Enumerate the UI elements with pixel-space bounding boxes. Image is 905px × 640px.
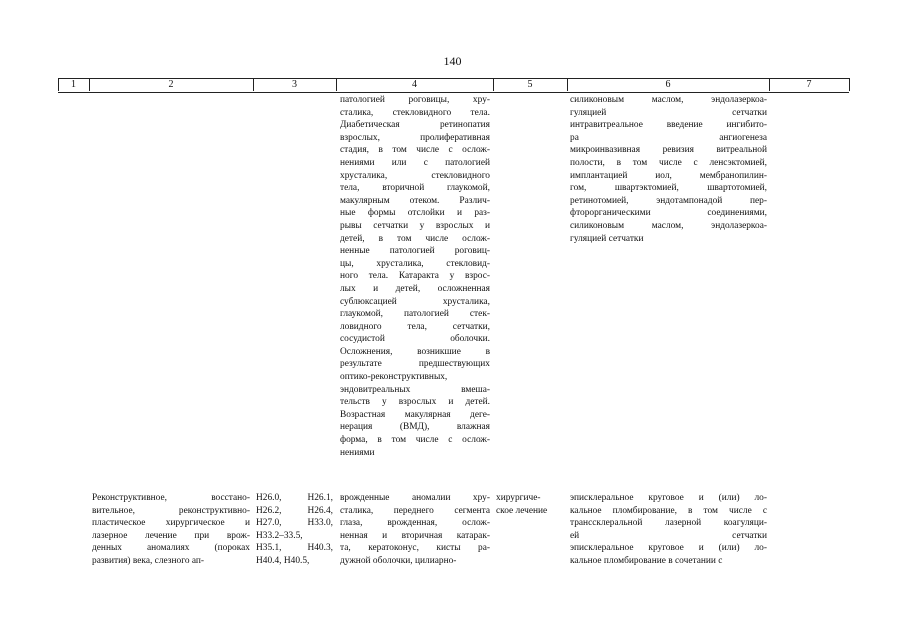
text-line: форма, в том числе с ослож- bbox=[340, 435, 490, 446]
text-line: эписклеральное круговое и (или) ло- bbox=[570, 543, 767, 554]
text-line: кальное пломбирование, в том числе с bbox=[570, 505, 767, 516]
text-line: ного тела. Катаракта у взрос- bbox=[340, 271, 490, 282]
column-header-7: 7 bbox=[806, 79, 812, 90]
column-header-1: 1 bbox=[71, 79, 76, 90]
text-line: ра ангиогенеза bbox=[570, 132, 767, 143]
text-line: взрослых, пролиферативная bbox=[340, 132, 490, 143]
text-line: кальное пломбирование в сочетании с bbox=[570, 555, 723, 566]
text-line: та, кератоконус, кисты ра- bbox=[340, 543, 490, 554]
column-header-6: 6 bbox=[665, 79, 671, 90]
text-line: Диабетическая ретинопатия bbox=[340, 120, 490, 131]
text-line: тельств у взрослых и детей. bbox=[340, 397, 490, 408]
text-line: хирургиче- bbox=[496, 493, 541, 503]
column-header-4: 4 bbox=[412, 79, 417, 90]
text-line: денных аномалиях (пороках bbox=[92, 543, 250, 554]
text-line: ретинотомией, эндотампонадой пер- bbox=[570, 195, 767, 206]
text-line: оптико-реконструктивных, bbox=[340, 372, 448, 383]
row1-col6-text bbox=[570, 94, 767, 245]
row2-col6-text bbox=[570, 492, 767, 568]
text-line: лазерное лечение при врож- bbox=[92, 530, 250, 541]
text-line: стадия, в том числе с ослож- bbox=[340, 145, 490, 156]
text-line: H26.2, H26.4, bbox=[256, 505, 333, 516]
text-line: развития) века, слезного ап- bbox=[92, 555, 205, 566]
text-line: ское лечение bbox=[496, 505, 548, 516]
row1-col4-text bbox=[340, 94, 490, 459]
column-header-2: 2 bbox=[168, 79, 174, 90]
text-line: эписклеральное круговое и (или) ло- bbox=[570, 493, 767, 503]
text-line: нениями bbox=[340, 447, 375, 458]
text-line: гуляцией сетчатки bbox=[570, 107, 767, 118]
text-line: врожденные аномалии хру- bbox=[340, 493, 490, 503]
row2-col2-text bbox=[92, 492, 250, 568]
text-line: нениями или с патологией bbox=[340, 157, 490, 168]
text-line: результате предшествующих bbox=[340, 359, 490, 370]
text-line: микроинвазивная ревизия витреальной bbox=[570, 145, 767, 156]
text-line: хрусталика, стекловидного bbox=[340, 170, 490, 181]
text-line: цы, хрусталика, стекловид- bbox=[340, 258, 490, 269]
text-line: H27.0, H33.0, bbox=[256, 518, 333, 529]
text-line: H33.2–33.5, bbox=[256, 530, 303, 541]
text-line: эндовитреальных вмеша- bbox=[340, 384, 490, 395]
text-line: рывы сетчатки у взрослых и bbox=[340, 220, 490, 231]
text-line: гуляцией сетчатки bbox=[570, 233, 644, 244]
text-line: полости, в том числе с ленсэктомией, bbox=[570, 157, 767, 168]
column-header-3: 3 bbox=[292, 79, 297, 90]
row2-col3-text bbox=[256, 492, 333, 568]
text-line: ненные патологией роговиц- bbox=[340, 246, 490, 257]
text-line: силиконовым маслом, эндолазеркоа- bbox=[570, 95, 767, 105]
text-line: Реконструктивное, восстано- bbox=[92, 493, 250, 503]
text-line: вительное, реконструктивно- bbox=[92, 505, 250, 516]
text-line: глаукомой, патологией стек- bbox=[340, 309, 490, 320]
row2-col5-text bbox=[496, 492, 566, 517]
text-line: сосудистой оболочки. bbox=[340, 334, 490, 345]
page-number: 140 bbox=[443, 54, 462, 68]
text-line: ей сетчатки bbox=[570, 530, 767, 541]
text-line: Возрастная макулярная деге- bbox=[340, 409, 490, 420]
text-line: H26.0, H26.1, bbox=[256, 493, 333, 503]
text-line: пластическое хирургическое и bbox=[92, 518, 250, 529]
text-line: ные формы отслойки и раз- bbox=[340, 208, 490, 219]
text-line: ловидного тела, сетчатки, bbox=[340, 321, 490, 332]
text-line: транссклеральной лазерной коагуляци- bbox=[570, 518, 767, 529]
column-header-5: 5 bbox=[527, 79, 533, 90]
text-line: нерация (ВМД), влажная bbox=[340, 422, 490, 433]
text-line: лых и детей, осложненная bbox=[340, 283, 490, 294]
text-line: сталика, стекловидного тела. bbox=[340, 107, 490, 118]
text-line: Осложнения, возникшие в bbox=[340, 346, 490, 357]
text-line: сталика, переднего сегмента bbox=[340, 505, 490, 516]
text-line: силиконовым маслом, эндолазеркоа- bbox=[570, 220, 767, 231]
text-line: тела, вторичной глаукомой, bbox=[340, 183, 490, 194]
text-line: интравитреальное введение ингибито- bbox=[570, 120, 767, 131]
text-line: H35.1, H40.3, bbox=[256, 543, 333, 554]
text-line: дужной оболочки, цилиарно- bbox=[340, 555, 457, 566]
text-line: гом, швартэктомией, швартотомией, bbox=[570, 183, 767, 194]
text-line: ненная и вторичная катарак- bbox=[340, 530, 490, 541]
text-line: фторорганическими соединениями, bbox=[570, 208, 767, 219]
col-divider bbox=[849, 78, 850, 91]
text-line: детей, в том числе ослож- bbox=[340, 233, 490, 244]
text-line: патологией роговицы, хру- bbox=[340, 95, 490, 105]
text-line: глаза, врожденная, ослож- bbox=[340, 518, 490, 529]
text-line: сублюксацией хрусталика, bbox=[340, 296, 490, 307]
text-line: макулярным отеком. Различ- bbox=[340, 195, 490, 206]
text-line: H40.4, H40.5, bbox=[256, 555, 310, 566]
text-line: имплантацией иол, мембранопилин- bbox=[570, 170, 767, 181]
row2-col4-text bbox=[340, 492, 490, 568]
